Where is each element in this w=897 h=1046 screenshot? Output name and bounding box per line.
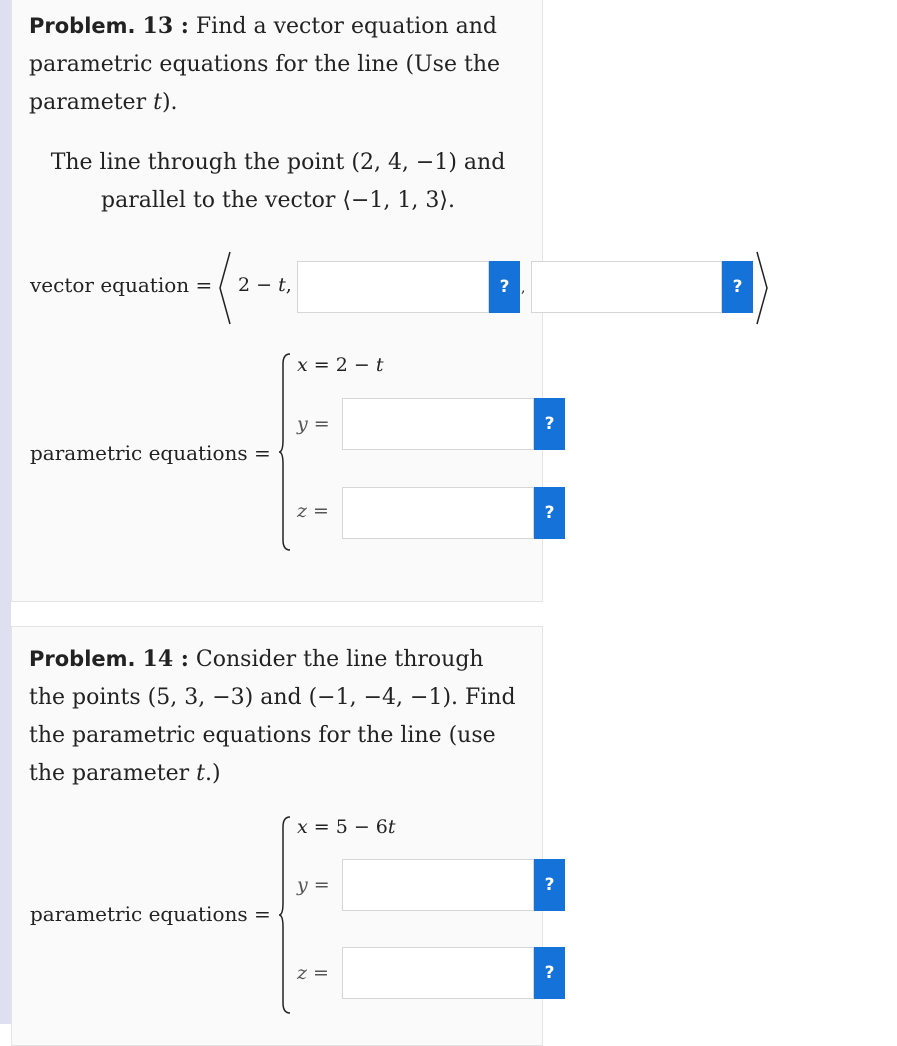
x-equation-rhs: = 5 − 6 [307, 816, 388, 838]
equals-sign: = [307, 962, 329, 984]
left-sidebar-strip [0, 0, 11, 1024]
left-curly-brace [278, 352, 292, 552]
z-equation-label [297, 500, 329, 522]
vector-second-component-input[interactable] [297, 261, 489, 313]
t-variable: t [375, 354, 384, 376]
parametric-equations-label: parametric equations = [30, 902, 271, 926]
x-equation [297, 816, 396, 838]
parameter-variable: t [196, 761, 205, 786]
help-button-y[interactable]: ? [534, 859, 565, 911]
y-equation-label [297, 413, 330, 435]
prompt-line-4-suffix: .) [204, 761, 221, 786]
help-button-vector-second[interactable]: ? [489, 261, 520, 313]
right-angle-bracket [755, 250, 769, 326]
comma: , [521, 280, 526, 296]
z-variable: z [297, 962, 308, 984]
x-equation-rhs: = 2 − [307, 354, 376, 376]
t-variable: t [387, 816, 396, 838]
vector-first-component-var: t [278, 274, 286, 296]
problem-number: 13 : [142, 13, 189, 39]
prompt-line-2: the points (5, 3, −3) and (−1, −4, −1). Find [29, 685, 516, 710]
equals-sign: = [307, 874, 330, 896]
problem-13-prompt [29, 7, 519, 122]
y-equation-input[interactable] [342, 398, 534, 450]
help-button-z[interactable]: ? [534, 487, 565, 539]
comma: , [285, 274, 292, 296]
prompt-line-1: Consider the line through [195, 647, 484, 672]
help-button-y[interactable]: ? [534, 398, 565, 450]
x-variable: x [297, 816, 308, 838]
problem-label: Problem. [29, 647, 136, 671]
prompt-line-1: Find a vector equation and [195, 14, 497, 39]
z-equation-input[interactable] [342, 487, 534, 539]
vector-third-component-input[interactable] [531, 261, 722, 313]
z-equation-input[interactable] [342, 947, 534, 999]
vector-equation-label: vector equation = [30, 273, 213, 297]
prompt-line-3-suffix: ). [161, 90, 178, 115]
help-button-z[interactable]: ? [534, 947, 565, 999]
x-variable: x [297, 354, 308, 376]
y-equation-label [297, 874, 330, 896]
prompt-line-2: parametric equations for the line (Use the [29, 52, 501, 77]
help-button-vector-third[interactable]: ? [722, 261, 753, 313]
equals-sign: = [307, 413, 330, 435]
problem-14-prompt [29, 640, 519, 793]
statement-line-1: The line through the point (2, 4, −1) and [50, 150, 506, 175]
y-variable: y [297, 874, 308, 896]
left-angle-bracket [218, 250, 232, 326]
prompt-line-4 [29, 755, 519, 793]
equals-sign: = [307, 500, 329, 522]
vector-first-component-const: 2 − [238, 274, 279, 296]
left-curly-brace [278, 815, 292, 1015]
y-equation-input[interactable] [342, 859, 534, 911]
parameter-variable: t [153, 90, 162, 115]
z-variable: z [297, 500, 308, 522]
prompt-line-3: the parametric equations for the line (use [29, 723, 496, 748]
prompt-line-4-prefix: the parameter [29, 761, 197, 786]
statement-line-2: parallel to the vector ⟨−1, 1, 3⟩. [101, 188, 455, 213]
problem-number: 14 : [142, 646, 189, 672]
z-equation-label [297, 962, 329, 984]
vector-first-component [238, 274, 292, 296]
x-equation [297, 354, 383, 376]
parametric-equations-label: parametric equations = [30, 441, 271, 465]
y-variable: y [297, 413, 308, 435]
prompt-line-3 [29, 84, 519, 122]
prompt-line-3-prefix: parameter [29, 90, 154, 115]
problem-label: Problem. [29, 14, 136, 38]
